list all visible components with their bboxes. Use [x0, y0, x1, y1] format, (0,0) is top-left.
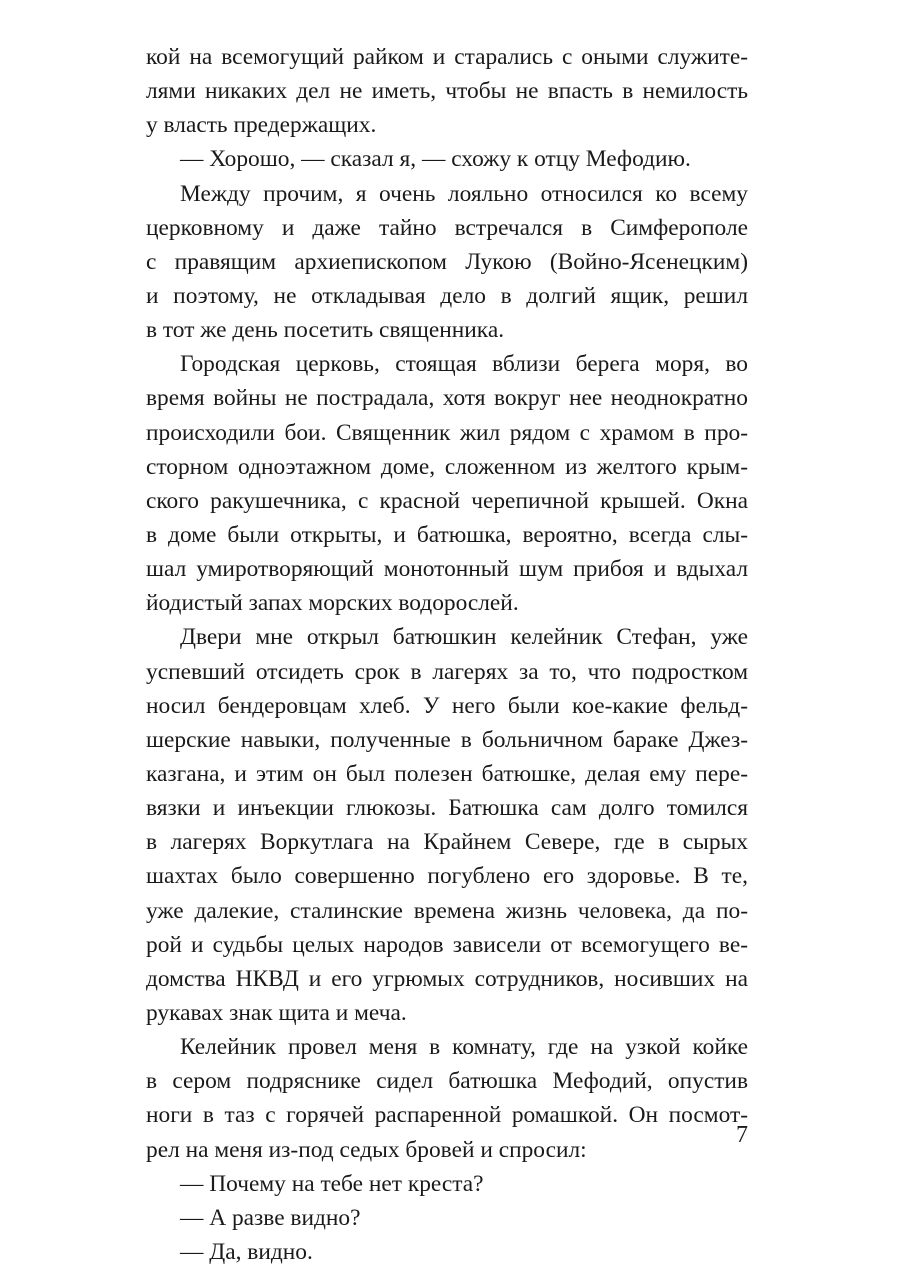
- text-line: рел на меня из-под седых бровей и спросил:: [146, 1136, 587, 1163]
- text-line: шахтах было совершенно погублено его здоровье. В те,: [146, 863, 748, 890]
- text-line: казгана, и этим он был полезен батюшке, делая ему пере-: [146, 760, 748, 787]
- text-line: церковному и даже тайно встречался в Симферополе: [146, 214, 748, 241]
- text-line: время войны не пострадала, хотя вокруг нее неоднократно: [146, 385, 748, 412]
- text-line: рукавах знак щита и меча.: [146, 999, 407, 1026]
- text-line: Между прочим, я очень лояльно относился ко всему: [180, 180, 748, 207]
- text-line: в сером подряснике сидел батюшка Мефодий, опустив: [146, 1068, 748, 1095]
- text-line: ноги в таз с горячей распаренной ромашкой. Он посмот-: [146, 1102, 748, 1129]
- text-line: — Хорошо, — сказал я, — схожу к отцу Мефодию.: [180, 146, 691, 173]
- text-line: лями никаких дел не иметь, чтобы не впасть в немилость: [146, 78, 748, 105]
- text-line: рой и судьбы целых народов зависели от всемогущего ве-: [146, 931, 748, 958]
- text-line: — Почему на тебе нет креста?: [180, 1170, 484, 1197]
- text-line: шал умиротворяющий монотонный шум прибоя и вдыхал: [146, 556, 748, 583]
- text-line: — А разве видно?: [180, 1204, 361, 1231]
- text-line: успевший отсидеть срок в лагерях за то, что подростком: [146, 658, 748, 685]
- text-line: йодистый запах морских водорослей.: [146, 590, 519, 617]
- text-line: и поэтому, не откладывая дело в долгий ящик, решил: [146, 282, 748, 309]
- text-line: — Да, видно.: [180, 1238, 313, 1265]
- text-line: Келейник провел меня в комнату, где на узкой койке: [180, 1034, 748, 1061]
- text-line: Городская церковь, стоящая вблизи берега моря, во: [180, 351, 748, 378]
- text-line: домства НКВД и его угрюмых сотрудников, носивших на: [146, 965, 748, 992]
- text-line: кой на всемогущий райком и старались с оными служите-: [146, 44, 748, 70]
- text-line: Двери мне открыл батюшкин келейник Стефан, уже: [180, 624, 748, 651]
- text-line: носил бендеровцам хлеб. У него были кое-какие фельд-: [146, 692, 748, 719]
- text-line: уже далекие, сталинские времена жизнь человека, да по-: [146, 897, 748, 924]
- text-line: шерские навыки, полученные в больничном бараке Джез-: [146, 726, 748, 753]
- text-line: в доме были открыты, и батюшка, вероятно, всегда слы-: [146, 521, 748, 548]
- text-line: с правящим архиепископом Лукою (Войно-Ясенецким): [146, 248, 748, 275]
- text-line: у власть предержащих.: [146, 112, 377, 139]
- text-line: происходили бои. Священник жил рядом с храмом в про-: [146, 419, 748, 446]
- text-line: сторном одноэтажном доме, сложенном из желтого крым-: [146, 453, 748, 480]
- text-line: вязки и инъекции глюкозы. Батюшка сам долго томился: [146, 795, 748, 822]
- text-line: в тот же день посетить священника.: [146, 317, 505, 344]
- page-number: 7: [736, 1122, 748, 1148]
- text-line: в лагерях Воркутлага на Крайнем Севере, где в сырых: [146, 829, 748, 856]
- text-line: ского ракушечника, с красной черепичной крышей. Окна: [146, 487, 748, 514]
- body-text: [146, 40, 748, 1269]
